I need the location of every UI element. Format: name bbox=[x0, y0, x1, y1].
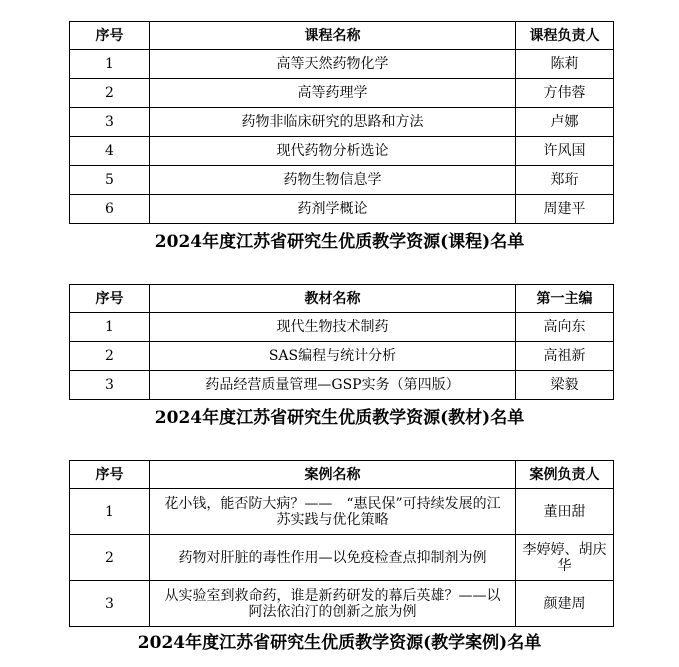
row-index: 6 bbox=[70, 195, 150, 224]
row-course-owner: 周建平 bbox=[516, 195, 614, 224]
textbook-table bbox=[69, 284, 614, 400]
row-course-name: 药剂学概论 bbox=[150, 195, 516, 224]
table-row bbox=[70, 313, 614, 342]
row-course-name: 高等天然药物化学 bbox=[150, 50, 516, 79]
row-index: 4 bbox=[70, 137, 150, 166]
header-case-owner: 案例负责人 bbox=[516, 461, 614, 489]
table-row bbox=[70, 581, 614, 627]
row-case-owner: 李婷婷、胡庆华 bbox=[516, 535, 614, 581]
header-chief-editor: 第一主编 bbox=[516, 285, 614, 313]
row-case-name: 药物对肝脏的毒性作用—以免疫检查点抑制剂为例 bbox=[150, 535, 516, 581]
table-header-row bbox=[70, 22, 614, 50]
row-index: 1 bbox=[70, 313, 150, 342]
header-index: 序号 bbox=[70, 461, 150, 489]
row-textbook-name: 药品经营质量管理—GSP实务（第四版） bbox=[150, 371, 516, 400]
row-course-owner: 方伟蓉 bbox=[516, 79, 614, 108]
row-index: 3 bbox=[70, 371, 150, 400]
course-table bbox=[69, 21, 614, 224]
case-table bbox=[69, 460, 614, 627]
row-chief-editor: 高祖新 bbox=[516, 342, 614, 371]
header-course-owner: 课程负责人 bbox=[516, 22, 614, 50]
row-textbook-name: SAS编程与统计分析 bbox=[150, 342, 516, 371]
case-table-caption: 2024年度江苏省研究生优质教学资源(教学案例)名单 bbox=[137, 633, 542, 653]
table-row bbox=[70, 195, 614, 224]
table-row bbox=[70, 489, 614, 535]
table-row bbox=[70, 166, 614, 195]
header-index: 序号 bbox=[70, 22, 150, 50]
row-case-name: 花小钱，能否防大病？—— “惠民保”可持续发展的江苏实践与优化策略 bbox=[150, 489, 516, 535]
table-header-row bbox=[70, 461, 614, 489]
row-course-name: 药物非临床研究的思路和方法 bbox=[150, 108, 516, 137]
row-case-owner: 颜建周 bbox=[516, 581, 614, 627]
row-index: 1 bbox=[70, 50, 150, 79]
row-course-name: 现代药物分析选论 bbox=[150, 137, 516, 166]
row-index: 2 bbox=[70, 79, 150, 108]
course-table-caption: 2024年度江苏省研究生优质教学资源(课程)名单 bbox=[154, 232, 525, 252]
table-row bbox=[70, 108, 614, 137]
row-course-owner: 卢娜 bbox=[516, 108, 614, 137]
header-textbook-name: 教材名称 bbox=[150, 285, 516, 313]
header-course-name: 课程名称 bbox=[150, 22, 516, 50]
row-textbook-name: 现代生物技术制药 bbox=[150, 313, 516, 342]
row-course-owner: 许风国 bbox=[516, 137, 614, 166]
header-case-name: 案例名称 bbox=[150, 461, 516, 489]
row-case-owner: 董田甜 bbox=[516, 489, 614, 535]
row-index: 2 bbox=[70, 535, 150, 581]
row-index: 3 bbox=[70, 108, 150, 137]
row-index: 1 bbox=[70, 489, 150, 535]
table-row bbox=[70, 535, 614, 581]
row-course-owner: 陈莉 bbox=[516, 50, 614, 79]
textbook-table-caption: 2024年度江苏省研究生优质教学资源(教材)名单 bbox=[154, 408, 525, 428]
row-chief-editor: 梁毅 bbox=[516, 371, 614, 400]
row-course-name: 高等药理学 bbox=[150, 79, 516, 108]
row-case-name: 从实验室到救命药，谁是新药研发的幕后英雄？——以阿法依泊汀的创新之旅为例 bbox=[150, 581, 516, 627]
row-course-name: 药物生物信息学 bbox=[150, 166, 516, 195]
row-index: 3 bbox=[70, 581, 150, 627]
row-index: 5 bbox=[70, 166, 150, 195]
row-course-owner: 郑珩 bbox=[516, 166, 614, 195]
table-row bbox=[70, 342, 614, 371]
header-index: 序号 bbox=[70, 285, 150, 313]
row-chief-editor: 高向东 bbox=[516, 313, 614, 342]
table-row bbox=[70, 371, 614, 400]
table-row bbox=[70, 79, 614, 108]
table-header-row bbox=[70, 285, 614, 313]
table-row bbox=[70, 50, 614, 79]
table-row bbox=[70, 137, 614, 166]
row-index: 2 bbox=[70, 342, 150, 371]
